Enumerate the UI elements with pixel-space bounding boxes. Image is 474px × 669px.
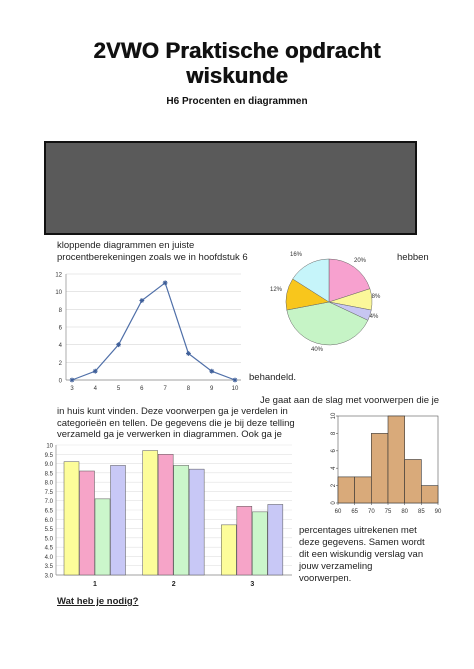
x-tick-label: 3 — [70, 386, 74, 392]
pie-slice-label: 8% — [371, 294, 381, 300]
bar — [158, 454, 173, 575]
para3-line-5: voorwerpen. — [299, 573, 352, 584]
data-point — [233, 378, 238, 383]
y-tick-label: 4 — [58, 343, 62, 350]
x-tick-label: 4 — [93, 386, 97, 392]
para2-line-4: verzameld ga je verwerken in diagrammen. Ook ga je — [57, 429, 282, 440]
histogram-bar — [405, 460, 422, 504]
grouped-bar-chart — [30, 437, 296, 597]
y-tick-label: 8.5 — [44, 471, 53, 478]
pie-slice-label: 16% — [289, 252, 303, 258]
y-tick-label: 7.0 — [44, 499, 53, 506]
para3-line-2: deze gegevens. Samen wordt — [299, 537, 425, 548]
y-tick-label: 5.5 — [44, 527, 53, 534]
bar — [189, 469, 204, 575]
pie-chart — [270, 250, 390, 360]
y-tick-label: 8 — [331, 431, 337, 436]
para2-line-2: in huis kunt vinden. Deze voorwerpen ga je verdelen in — [57, 406, 288, 417]
x-tick-label: 80 — [401, 509, 409, 515]
body-word-hebben: hebben — [397, 252, 429, 263]
bar — [221, 525, 236, 575]
body-line-1: kloppende diagrammen en juiste — [57, 240, 195, 251]
line-chart — [46, 266, 246, 394]
x-tick-label: 8 — [186, 386, 191, 392]
y-tick-label: 4 — [331, 466, 337, 470]
x-tick-label: 90 — [434, 509, 442, 515]
y-tick-label: 3.0 — [44, 573, 53, 580]
histogram-chart — [316, 410, 444, 522]
y-tick-label: 4.0 — [44, 554, 53, 561]
line-series — [72, 283, 235, 380]
y-tick-label: 6.0 — [44, 517, 53, 524]
x-tick-label: 7 — [163, 386, 167, 392]
bar — [252, 512, 267, 575]
x-tick-label: 75 — [384, 509, 392, 515]
bar — [143, 451, 158, 575]
data-point — [163, 280, 168, 285]
data-point — [186, 351, 191, 356]
x-tick-label: 70 — [367, 509, 375, 515]
y-tick-label: 5.0 — [44, 536, 53, 543]
bar — [268, 504, 283, 575]
para3-line-4: jouw verzameling — [299, 561, 373, 572]
pie-slice-label: 4% — [369, 314, 379, 320]
data-point — [209, 369, 214, 374]
x-tick-label: 6 — [140, 386, 144, 392]
x-tick-label: 60 — [334, 509, 342, 515]
para2-line-1: Je gaat aan de slag met voorwerpen die je — [260, 395, 440, 406]
histogram-bar — [388, 416, 405, 503]
y-tick-label: 0 — [58, 378, 62, 385]
body-word-behandeld: behandeld. — [249, 372, 297, 383]
x-tick-label: 3 — [250, 581, 255, 588]
bar — [111, 465, 126, 575]
pie-slice-label: 12% — [270, 287, 283, 293]
para3-line-3: dit een wiskundig verslag van — [299, 549, 424, 560]
y-tick-label: 10 — [46, 443, 53, 450]
data-point — [93, 369, 98, 374]
y-tick-label: 6 — [331, 449, 337, 453]
y-tick-label: 3.5 — [44, 564, 53, 571]
y-tick-label: 0 — [331, 501, 337, 505]
page-title — [0, 38, 474, 88]
title-line-1: 2VWO Praktische opdracht — [93, 38, 381, 63]
pie-slice-label: 40% — [310, 347, 324, 353]
pie-slice-label: 20% — [353, 258, 367, 264]
para3-line-1: percentages uitrekenen met — [299, 525, 417, 536]
redacted-block — [44, 141, 417, 235]
histogram-bar — [338, 477, 355, 503]
y-tick-label: 2 — [58, 360, 62, 367]
page-subtitle: H6 Procenten en diagrammen — [166, 96, 308, 107]
y-tick-label: 8.0 — [44, 480, 53, 487]
para2-line-3: categorieën en tellen. De gegevens die je bij deze telling — [57, 418, 295, 429]
body-line-2: procentberekeningen zoals we in hoofdstuk 6 — [57, 252, 248, 263]
data-point — [139, 298, 144, 303]
x-tick-label: 85 — [417, 509, 425, 515]
y-tick-label: 10 — [55, 290, 62, 297]
bar — [237, 506, 252, 575]
histogram-bar — [355, 477, 372, 503]
title-line-2: wiskunde — [186, 63, 288, 88]
bar — [174, 465, 189, 575]
x-tick-label: 2 — [171, 581, 176, 588]
x-tick-label: 1 — [93, 581, 97, 588]
y-tick-label: 2 — [331, 483, 337, 488]
x-tick-label: 5 — [116, 386, 121, 392]
data-point — [116, 342, 121, 347]
y-tick-label: 6 — [58, 325, 62, 332]
y-tick-label: 9.0 — [44, 462, 53, 469]
y-tick-label: 9.5 — [44, 452, 53, 459]
bar — [95, 499, 110, 575]
y-tick-label: 10 — [331, 412, 337, 420]
x-tick-label: 10 — [231, 386, 239, 392]
histogram-bar — [421, 486, 438, 503]
y-tick-label: 4.5 — [44, 545, 53, 552]
y-tick-label: 6.5 — [44, 508, 53, 515]
bar — [64, 462, 79, 575]
y-tick-label: 8 — [58, 307, 62, 314]
x-tick-label: 9 — [210, 386, 214, 392]
heading-needed: Wat heb je nodig? — [57, 596, 139, 607]
x-tick-label: 65 — [351, 509, 359, 515]
y-tick-label: 7.5 — [44, 489, 53, 496]
y-tick-label: 12 — [55, 272, 62, 279]
histogram-bar — [371, 433, 388, 503]
bar — [80, 471, 95, 575]
data-point — [70, 378, 75, 383]
